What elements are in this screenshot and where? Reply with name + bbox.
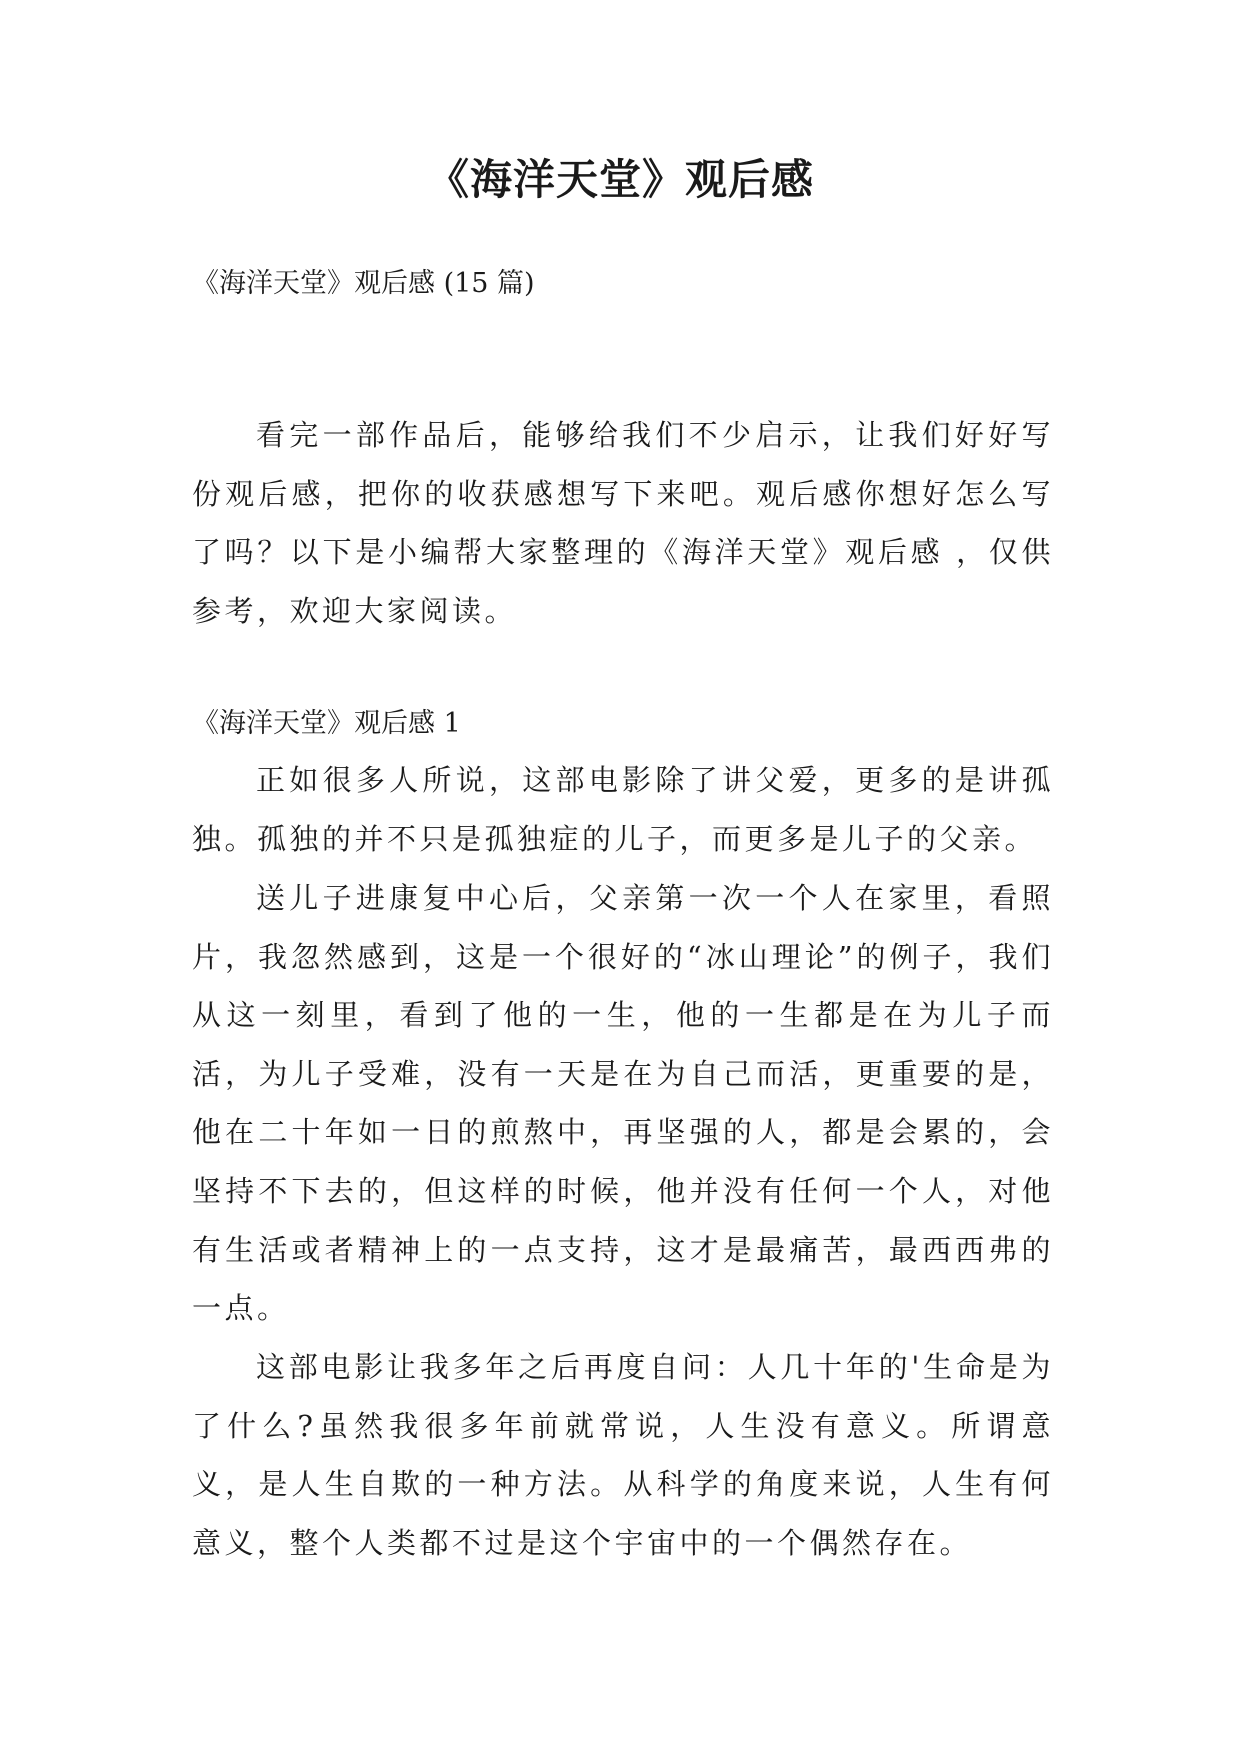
intro-paragraph: 看完一部作品后，能够给我们不少启示，让我们好好写份观后感，把你的收获感想写下来吧。观后感你想好怎么写了吗？以下是小编帮大家整理的《海洋天堂》观后感 ，仅供参考，欢迎大家阅读。 xyxy=(192,418,1054,628)
body-paragraph-2: 送儿子进康复中心后，父亲第一次一个人在家里，看照片，我忽然感到，这是一个很好的“冰山理论”的例子，我们从这一刻里，看到了他的一生，他的一生都是在为儿子而活，为儿子受难，没有一天是在为自己而活，更重要的是，他在二十年如一日的煎熬中，再坚强的人，都是会累的，会坚持不下去的，但这样的时候，他并没有任何一个人，对他有生活或者精神上的一点支持，这才是最痛苦，最西西弗的一点。 xyxy=(192,881,1054,1326)
document-subtitle: 《海洋天堂》观后感 (15 篇) xyxy=(192,268,535,299)
section-heading: 《海洋天堂》观后感 1 xyxy=(192,708,461,739)
body-paragraph-1: 正如很多人所说，这部电影除了讲父爱，更多的是讲孤独。孤独的并不只是孤独症的儿子，而更多是儿子的父亲。 xyxy=(192,763,1054,856)
document-title: 《海洋天堂》观后感 xyxy=(426,155,814,204)
body-paragraph-3: 这部电影让我多年之后再度自问：人几十年的'生命是为了什么?虽然我很多年前就常说，人生没有意义。所谓意义，是人生自欺的一种方法。从科学的角度来说，人生有何意义，整个人类都不过是这个宇宙中的一个偶然存在。 xyxy=(192,1350,1054,1560)
